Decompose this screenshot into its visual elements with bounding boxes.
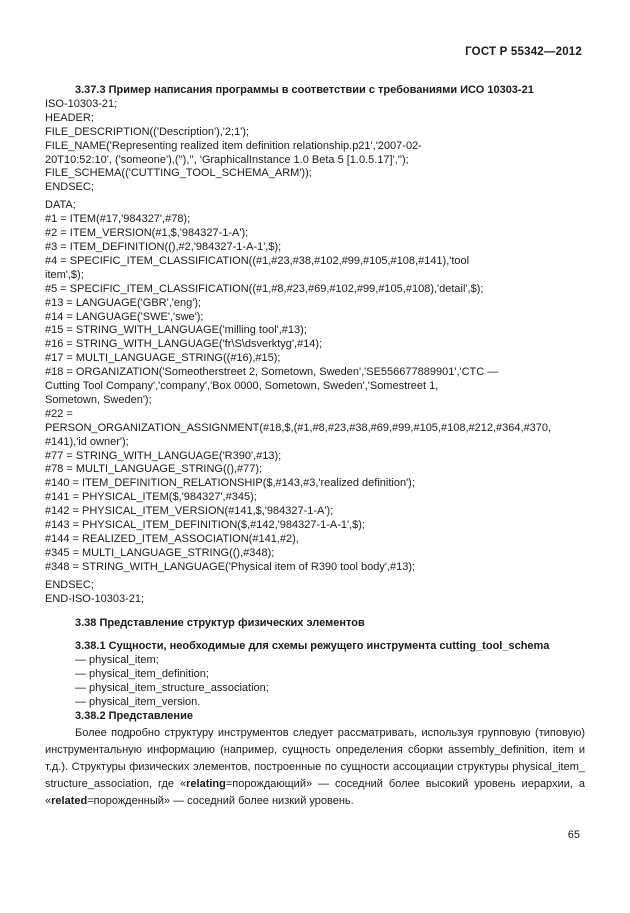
code-line: #141),'id owner'); bbox=[45, 435, 129, 448]
code-line: ENDSEC; bbox=[45, 181, 94, 194]
code-line: #345 = MULTI_LANGUAGE_STRING((),#348); bbox=[45, 546, 275, 559]
section-title-3-37-3: 3.37.3 Пример написания программы в соответствии с требованиями ИСО 10303-21 bbox=[75, 84, 534, 96]
subsection-title-3-38-1: 3.38.1 Сущности, необходимые для схемы режущего инструмента cutting_tool_schema bbox=[75, 640, 550, 653]
code-line: Cutting Tool Company','company','Box 0000, Sometown, Sweden','Somestreet 1, bbox=[45, 380, 439, 393]
code-line: #1 = ITEM(#17,'984327',#78); bbox=[45, 213, 191, 226]
relating-term: relating bbox=[186, 777, 226, 790]
code-line: ISO-10303-21; bbox=[45, 97, 118, 110]
code-line: FILE_NAME('Representing realized item definition relationship.p21','2007-02- bbox=[45, 139, 422, 152]
code-line: #17 = MULTI_LANGUAGE_STRING((#16),#15); bbox=[45, 352, 281, 365]
code-line: #13 = LANGUAGE('GBR','eng'); bbox=[45, 296, 202, 309]
code-line: #77 = STRING_WITH_LANGUAGE('R390',#13); bbox=[45, 449, 282, 462]
code-line: DATA; bbox=[45, 199, 76, 212]
code-line: HEADER; bbox=[45, 111, 94, 124]
code-line: ENDSEC; bbox=[45, 578, 94, 591]
paragraph-text: =порождающий» — соседний более высокий уровень иерархии, а « bbox=[45, 777, 585, 807]
list-item: — physical_item_version. bbox=[75, 696, 201, 709]
code-line: #141 = PHYSICAL_ITEM($,'984327',#345); bbox=[45, 491, 257, 504]
code-line: PERSON_ORGANIZATION_ASSIGNMENT(#18,$,(#1,#8,#23,#38,#69,#99,#105,#108,#212,#364,#370, bbox=[45, 421, 552, 434]
entity-list bbox=[45, 654, 585, 710]
section-title-3-38: 3.38 Представление структур физических элементов bbox=[75, 616, 365, 629]
code-line: #2 = ITEM_VERSION(#1,$,'984327-1-A'); bbox=[45, 227, 249, 240]
code-line: #143 = PHYSICAL_ITEM_DEFINITION($,#142,'984327-1-A-1',$); bbox=[45, 519, 365, 532]
code-line: #78 = MULTI_LANGUAGE_STRING((),#77); bbox=[45, 463, 263, 476]
code-data-block bbox=[45, 199, 585, 574]
code-end-block bbox=[45, 579, 585, 607]
code-line: FILE_SCHEMA(('CUTTING_TOOL_SCHEMA_ARM')); bbox=[45, 167, 312, 180]
standard-header: ГОСТ Р 55342—2012 bbox=[465, 46, 582, 58]
code-line: #18 = ORGANIZATION('Someotherstreet 2, Sometown, Sweden','SE556677889901','CTC — bbox=[45, 366, 499, 379]
code-line: #142 = PHYSICAL_ITEM_VERSION(#141,$,'984327-1-A'); bbox=[45, 505, 334, 518]
code-line: #16 = STRING_WITH_LANGUAGE('fr\S\dsverktyg',#14); bbox=[45, 338, 323, 351]
code-line: 20T10:52:10', ('someone'),(''),'', 'GraphicalInstance 1.0 Beta 5 [1.0.5.17]',''); bbox=[45, 153, 409, 166]
paragraph-text: =порожденный» — соседний более низкий уровень. bbox=[87, 794, 354, 807]
code-line: #144 = REALIZED_ITEM_ASSOCIATION(#141,#2), bbox=[45, 533, 299, 545]
list-item: — physical_item; bbox=[75, 654, 159, 667]
list-item: — physical_item_structure_association; bbox=[75, 682, 269, 695]
code-line: END-ISO-10303-21; bbox=[45, 592, 145, 605]
code-line: #15 = STRING_WITH_LANGUAGE('milling tool',#13); bbox=[45, 324, 307, 337]
page-number: 65 bbox=[567, 829, 580, 841]
code-header-block bbox=[45, 98, 585, 195]
code-line: #14 = LANGUAGE('SWE','swe'); bbox=[45, 310, 204, 323]
code-line: #3 = ITEM_DEFINITION((),#2,'984327-1-A-1',$); bbox=[45, 240, 282, 253]
code-line: #5 = SPECIFIC_ITEM_CLASSIFICATION((#1,#8,#23,#69,#102,#99,#105,#108),'detail',$); bbox=[45, 282, 484, 295]
code-line: FILE_DESCRIPTION(('Description'),'2;1'); bbox=[45, 125, 249, 138]
related-term: related bbox=[51, 794, 88, 807]
code-line: item',$); bbox=[45, 268, 84, 281]
paragraph-text: Более подробно структуру инструментов следует рассматривать, используя групповую (типовую) инструментальную информацию (например, сущность определения сборки assembly_definition, item и т.д.). Структуры физических элементов, построенные по сущности ассоциации структуры physical_item_ structure_association, где « bbox=[45, 726, 585, 790]
list-item: — physical_item_definition; bbox=[75, 668, 209, 681]
code-line: #140 = ITEM_DEFINITION_RELATIONSHIP($,#143,#3,'realized definition'); bbox=[45, 477, 415, 490]
code-line: #22 = bbox=[45, 407, 73, 420]
code-line: #348 = STRING_WITH_LANGUAGE('Physical item of R390 tool body',#13); bbox=[45, 560, 416, 573]
document-body bbox=[45, 84, 585, 810]
code-line: #4 = SPECIFIC_ITEM_CLASSIFICATION((#1,#23,#38,#102,#99,#105,#108,#141),'tool bbox=[45, 254, 470, 267]
representation-paragraph bbox=[45, 725, 585, 810]
subsection-title-3-38-2: 3.38.2 Представление bbox=[75, 709, 193, 722]
code-line: Sometown, Sweden'); bbox=[45, 393, 152, 406]
